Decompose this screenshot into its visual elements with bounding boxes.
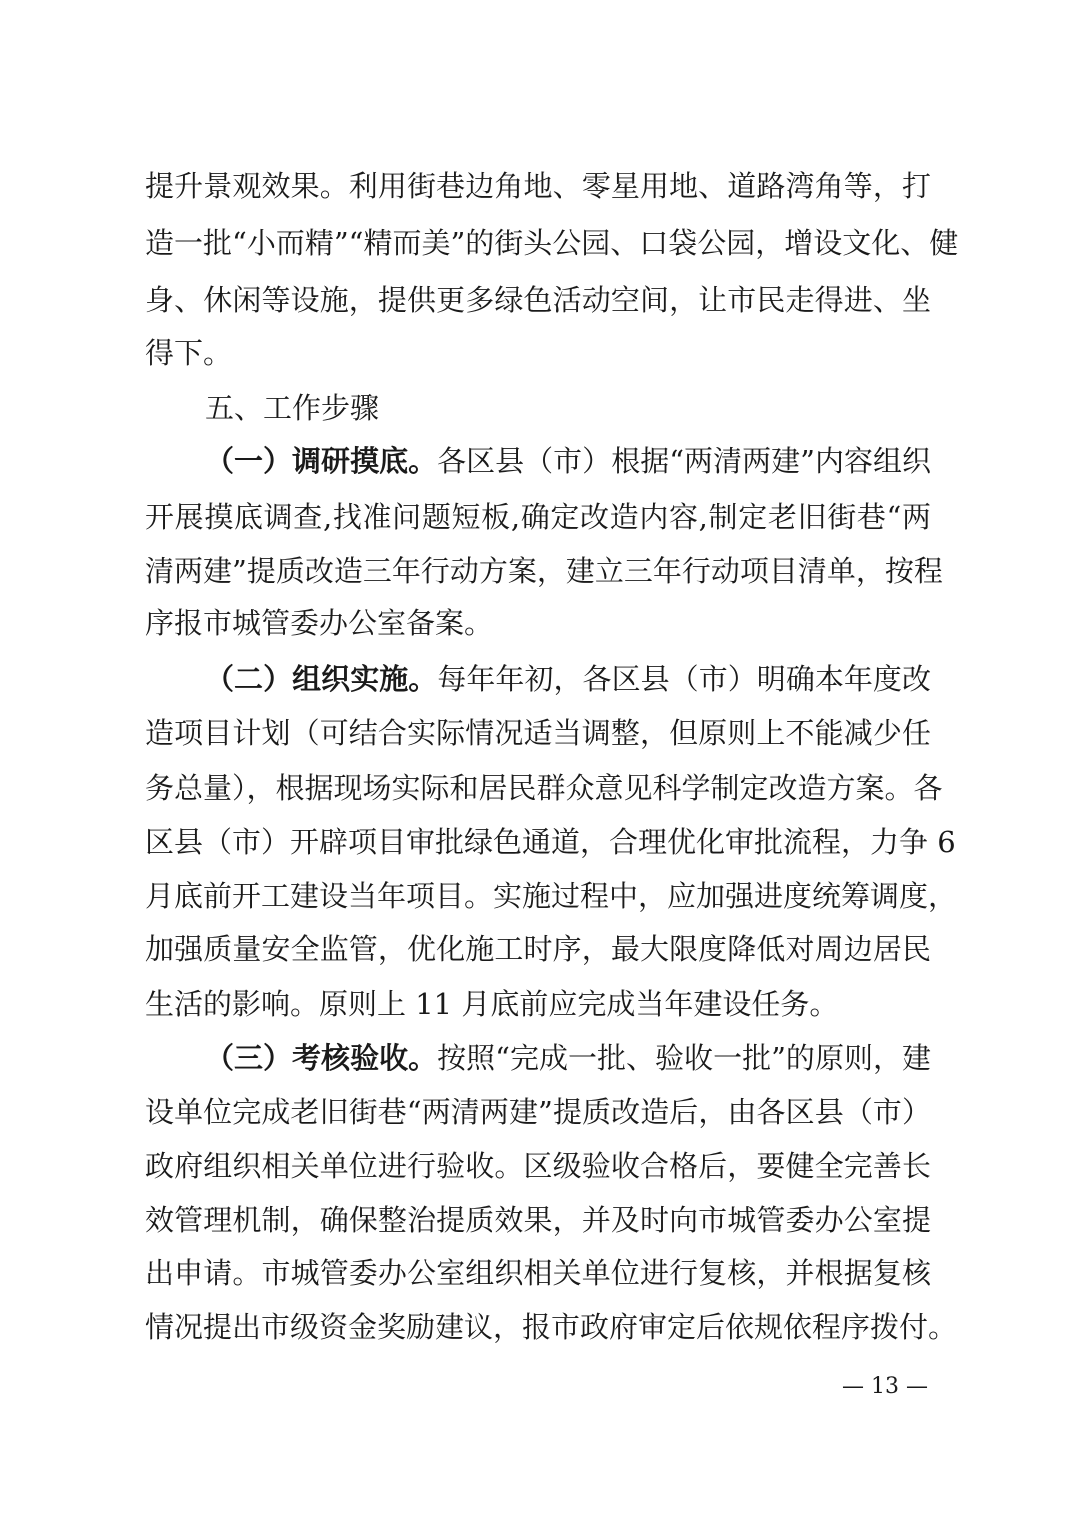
step2-line-7: 生活的影响。原则上 11 月底前应完成当年建设任务。 bbox=[145, 987, 839, 1021]
step2-first-line bbox=[205, 659, 931, 699]
step1-line-2: 开展摸底调查,找准问题短板,确定改造内容,制定老旧街巷“两 bbox=[145, 500, 931, 534]
step2-line-6: 加强质量安全监管，优化施工时序，最大限度降低对周边居民 bbox=[145, 932, 931, 966]
intro-line-3: 身、休闲等设施，提供更多绿色活动空间，让市民走得进、坐 bbox=[145, 283, 931, 317]
step3-line-5: 出申请。市城管委办公室组织相关单位进行复核，并根据复核 bbox=[145, 1256, 931, 1290]
section-heading: 五、工作步骤 bbox=[205, 391, 380, 425]
step3-line-6: 情况提出市级资金奖励建议，报市政府审定后依规依程序拨付。 bbox=[145, 1310, 958, 1344]
step1-line-4: 序报市城管委办公室备案。 bbox=[145, 606, 494, 640]
step1-first-line bbox=[205, 441, 931, 481]
step1-title: （一）调研摸底。 bbox=[205, 444, 438, 478]
step3-first-line bbox=[205, 1038, 931, 1078]
step1-line-1: 各区县（市）根据“两清两建”内容组织 bbox=[437, 444, 931, 478]
step3-line-2: 设单位完成老旧街巷“两清两建”提质改造后，由各区县（市） bbox=[145, 1095, 931, 1129]
step3-title: （三）考核验收。 bbox=[205, 1041, 438, 1075]
step2-line-5: 月底前开工建设当年项目。实施过程中，应加强进度统筹调度， bbox=[145, 879, 958, 913]
step2-title: （二）组织实施。 bbox=[205, 662, 438, 696]
intro-line-1: 提升景观效果。利用街巷边角地、零星用地、道路湾角等，打 bbox=[145, 169, 931, 203]
step2-line-2: 造项目计划（可结合实际情况适当调整，但原则上不能减少任 bbox=[145, 716, 931, 750]
step3-line-4: 效管理机制，确保整治提质效果，并及时向市城管委办公室提 bbox=[145, 1203, 931, 1237]
step1-line-3: 清两建”提质改造三年行动方案，建立三年行动项目清单，按程 bbox=[145, 554, 943, 588]
intro-line-4: 得下。 bbox=[145, 336, 233, 370]
page-number: — 13 — bbox=[842, 1374, 928, 1399]
step3-line-3: 政府组织相关单位进行验收。区级验收合格后，要健全完善长 bbox=[145, 1149, 931, 1183]
step2-line-3: 务总量），根据现场实际和居民群众意见科学制定改造方案。各 bbox=[145, 771, 943, 805]
intro-line-2: 造一批“小而精”“精而美”的街头公园、口袋公园，增设文化、健 bbox=[145, 226, 959, 260]
step3-line-1: 按照“完成一批、验收一批”的原则，建 bbox=[437, 1041, 931, 1075]
step2-line-1: 每年年初，各区县（市）明确本年度改 bbox=[437, 662, 931, 696]
step2-line-4: 区县（市）开辟项目审批绿色通道，合理优化审批流程，力争 6 bbox=[145, 825, 956, 859]
